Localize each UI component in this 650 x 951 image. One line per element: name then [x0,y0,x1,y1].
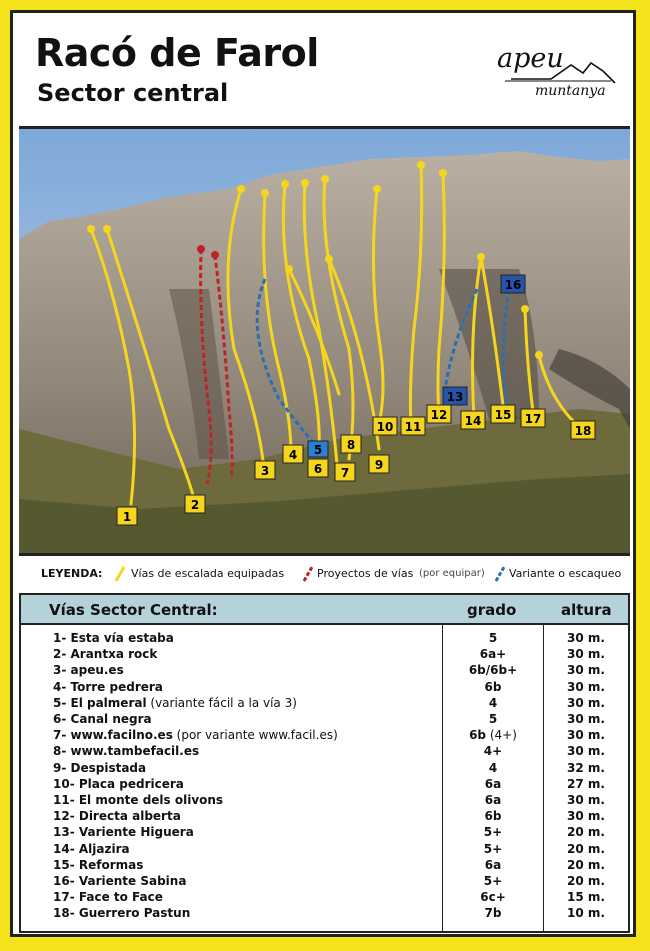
route-marker-6 [308,459,328,477]
blue-dashed-line-icon [493,565,507,583]
legend-equipped: Vías de escalada equipadas [131,567,285,580]
route-grade: 6a [484,793,502,807]
yellow-line-icon [113,565,127,583]
apeu-logo [491,43,621,113]
route-marker-4 [283,445,303,463]
route-name: 18- Guerrero Pastun [53,906,191,921]
table-row [21,680,628,696]
route-marker-12 [427,405,451,423]
route-height: 20 m. [567,874,605,888]
table-row [21,842,628,858]
route-marker-18 [571,421,595,439]
route-grade: 6b [484,679,502,694]
legend-projects-note: (por equipar) [419,568,485,579]
route-grade: 5 [488,631,498,645]
route-name: 15- Reformas [53,857,144,872]
route-marker-7 [335,463,355,481]
svg-text:9: 9 [374,458,384,472]
route-marker-15 [491,405,515,423]
route-height: 30 m. [567,712,605,726]
route-marker-11 [401,417,425,435]
table-row [21,696,628,712]
table-row [21,631,628,647]
route-name: 16- Variente Sabina [53,874,187,888]
svg-text:10: 10 [376,420,394,434]
route-grade: 6b/6b+ [468,663,518,678]
route-grade: 5+ [483,825,503,840]
route-name: 17- Face to Face [53,890,163,905]
route-height: 30 m. [567,809,605,824]
route-name: 3- apeu.es [53,663,124,678]
table-row [21,874,628,890]
route-grade: 5 [488,712,498,726]
route-marker-13 [443,387,467,405]
route-marker-9 [369,455,389,473]
route-name: 12- Directa alberta [53,809,181,824]
route-name: 13- Variente Higuera [53,825,194,840]
table-row [21,825,628,841]
page-subtitle: Sector central [37,79,229,107]
route-grade: 6a [484,776,502,791]
route-height: 30 m. [567,793,605,807]
table-row [21,809,628,825]
route-grade: 4 [488,760,498,775]
svg-text:6: 6 [313,462,323,476]
topo-card [10,10,636,937]
header-grade: grado [467,601,517,619]
page-title: Racó de Farol [35,31,319,75]
route-marker-1 [117,507,137,525]
route-height: 30 m. [567,744,605,759]
route-height: 30 m. [567,631,605,645]
route-grade: 4+ [483,744,503,759]
route-height: 20 m. [567,825,605,840]
route-height: 30 m. [567,647,605,662]
crag-photo [19,126,630,556]
route-name: 11- El monte dels olivons [53,793,224,807]
table-row [21,712,628,728]
svg-text:13: 13 [446,390,464,404]
route-height: 27 m. [567,776,605,791]
route-height: 20 m. [567,841,605,856]
table-row [21,858,628,874]
route-grade: 6c+ [480,890,506,905]
route-marker-8 [341,435,361,453]
table-row [21,663,628,679]
route-grade: 6a [484,857,502,872]
svg-text:4: 4 [288,448,298,462]
svg-text:2: 2 [190,498,200,512]
svg-text:3: 3 [260,464,270,478]
table-row [21,793,628,809]
route-marker-10 [373,417,397,435]
route-height: 30 m. [567,679,605,694]
route-grade: 6a+ [479,647,507,662]
svg-text:15: 15 [494,408,512,422]
route-name: 9- Despistada [53,760,147,775]
svg-text:5: 5 [313,443,323,457]
route-name: 10- Placa pedricera [53,776,184,791]
route-marker-2 [185,495,205,513]
route-name: 4- Torre pedrera [53,679,163,694]
svg-text:17: 17 [524,412,542,426]
route-height: 10 m. [567,906,605,921]
table-row [21,744,628,760]
route-marker-5 [308,441,328,457]
route-name: 1- Esta vía estaba [53,631,174,645]
route-marker-17 [521,409,545,427]
route-marker-14 [461,411,485,429]
route-height: 30 m. [567,695,605,710]
table-row [21,761,628,777]
header-height: altura [561,601,612,619]
route-name: 5- El palmeral (variante fácil a la vía 3) [53,695,297,710]
route-name: 6- Canal negra [53,712,152,726]
route-name: 2- Arantxa rock [53,647,158,662]
red-dashed-line-icon [301,565,315,583]
svg-text:14: 14 [464,414,482,428]
header [13,13,633,123]
route-height: 30 m. [567,663,605,678]
route-height: 32 m. [567,760,605,775]
legend-label: LEYENDA: [41,567,103,580]
route-grade: 4 [488,695,498,710]
route-marker-16 [501,275,525,293]
svg-text:18: 18 [574,424,592,438]
route-height: 20 m. [567,857,605,872]
table-row [21,777,628,793]
route-grade: 7b [484,906,502,921]
table-row [21,647,628,663]
route-grade: 5+ [483,841,503,856]
route-grade: 5+ [483,874,503,888]
route-name: 7- www.facilno.es (por variante www.facil.es) [53,728,338,743]
routes-table [19,593,630,933]
svg-text:8: 8 [346,438,356,452]
route-height: 30 m. [567,728,605,743]
route-name: 14- Aljazira [53,841,130,856]
crag-topo-image [19,129,630,553]
route-grade: 6b (4+) [469,728,517,743]
header-route-name: Vías Sector Central: [49,601,218,619]
route-marker-3 [255,461,275,479]
table-header [21,595,628,625]
route-name: 8- www.tambefacil.es [53,744,200,759]
route-grade: 6b [484,809,502,824]
logo-text-bottom: muntanya [535,83,606,99]
legend [19,561,630,587]
svg-text:11: 11 [404,420,422,434]
logo-text-top: apeu [497,43,564,74]
svg-text:1: 1 [122,510,132,524]
svg-text:7: 7 [340,466,350,480]
table-row [21,906,628,922]
svg-text:16: 16 [504,278,522,292]
route-height: 15 m. [567,890,605,905]
legend-projects: Proyectos de vías [317,567,414,580]
table-row [21,890,628,906]
table-row [21,728,628,744]
svg-text:12: 12 [430,408,448,422]
legend-variant: Variante o escaqueo [509,567,622,580]
